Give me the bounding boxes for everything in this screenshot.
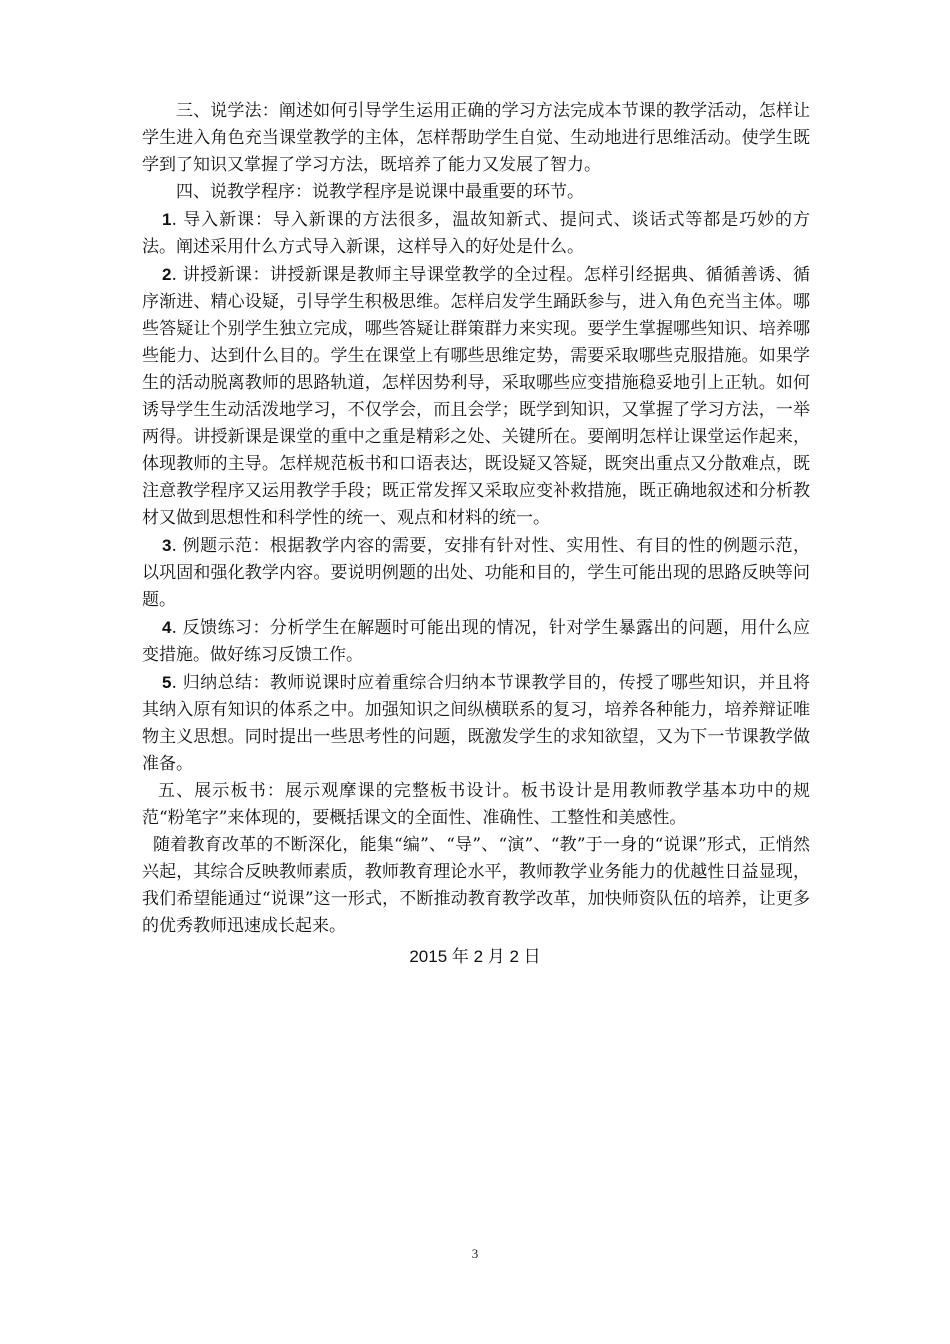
paragraph-step-5 <box>142 669 810 778</box>
step-text: . 例题示范：根据教学内容的需要，安排有针对性、实用性、有目的性的例题示范，以巩固和强化教学内容。要说明例题的出处、功能和目的，学生可能出现的思路反映等问题。 <box>142 536 810 610</box>
step-number: 1 <box>162 210 172 229</box>
body-text <box>142 98 810 940</box>
step-number: 2 <box>162 265 172 284</box>
paragraph-step-4 <box>142 614 810 669</box>
paragraph-step-2 <box>142 261 810 532</box>
paragraph-conclusion: 随着教育改革的不断深化，能集“编”、“导”、“演”、“教”于一身的“说课”形式，正悄然兴起，其综合反映教师素质，教师教育理论水平，教师教学业务能力的优越性日益显现，我们希望能通过“说课”这一形式，不断推动教育教学改革，加快师资队伍的培养，让更多的优秀教师迅速成长起来。 <box>142 835 810 936</box>
step-text: . 归纳总结：教师说课时应着重综合归纳本节课教学目的，传授了哪些知识，并且将其纳入原有知识的体系之中。加强知识之间纵横联系的复习，培养各种能力，培养辩证唯物主义思想。同时提出一些思考性的问题，既激发学生的求知欲望，又为下一节课教学做准备。 <box>142 673 810 774</box>
paragraph-step-1 <box>142 206 810 261</box>
step-text: . 导入新课：导入新课的方法很多，温故知新式、提问式、谈话式等都是巧妙的方法。阐述采用什么方式导入新课，这样导入的好处是什么。 <box>142 210 810 257</box>
step-number: 5 <box>162 673 172 692</box>
step-text: . 反馈练习：分析学生在解题时可能出现的情况，针对学生暴露出的问题，用什么应变措施。做好练习反馈工作。 <box>142 618 810 665</box>
paragraph-blackboard: 五、展示板书：展示观摩课的完整板书设计。板书设计是用教师教学基本功中的规范“粉笔字”来体现的，要概括课文的全面性、准确性、工整性和美感性。 <box>142 781 810 828</box>
page-number: 3 <box>471 1246 479 1261</box>
document-date: 2015 年 2 月 2 日 <box>409 947 541 966</box>
paragraph-teaching-procedure: 四、说教学程序：说教学程序是说课中最重要的环节。 <box>176 182 584 202</box>
step-number: 3 <box>162 536 172 555</box>
step-text: . 讲授新课：讲授新课是教师主导课堂教学的全过程。怎样引经据典、循循善诱、循序渐进、精心设疑，引导学生积极思维。怎样启发学生踊跃参与，进入角色充当主体。哪些答疑让个别学生独立完成，哪些答疑让群策群力来实现。要学生掌握哪些知识、培养哪些能力、达到什么目的。学生在课堂上有哪些思维定势，需要采取哪些克服措施。如果学生的活动脱离教师的思路轨道，怎样因势利导，采取哪些应变措施稳妥地引上正轨。如何诱导学生生动活泼地学习，不仅学会，而且会学；既学到知识，又掌握了学习方法，一举两得。讲授新课是课堂的重中之重是精彩之处、关键所在。要阐明怎样让课堂运作起来，体现教师的主导。怎样规范板书和口语表达，既设疑又答疑，既突出重点又分散难点，既注意教学程序又运用教学手段；既正常发挥又采取应变补救措施，既正确地叙述和分析教材又做到思想性和科学性的统一、观点和材料的统一。 <box>142 265 810 528</box>
paragraph-study-method: 三、说学法：阐述如何引导学生运用正确的学习方法完成本节课的教学活动，怎样让学生进入角色充当课堂教学的主体，怎样帮助学生自觉、生动地进行思维活动。使学生既学到了知识又掌握了学习方法，既培养了能力又发展了智力。 <box>142 101 810 175</box>
step-number: 4 <box>162 618 172 637</box>
paragraph-step-3 <box>142 532 810 614</box>
